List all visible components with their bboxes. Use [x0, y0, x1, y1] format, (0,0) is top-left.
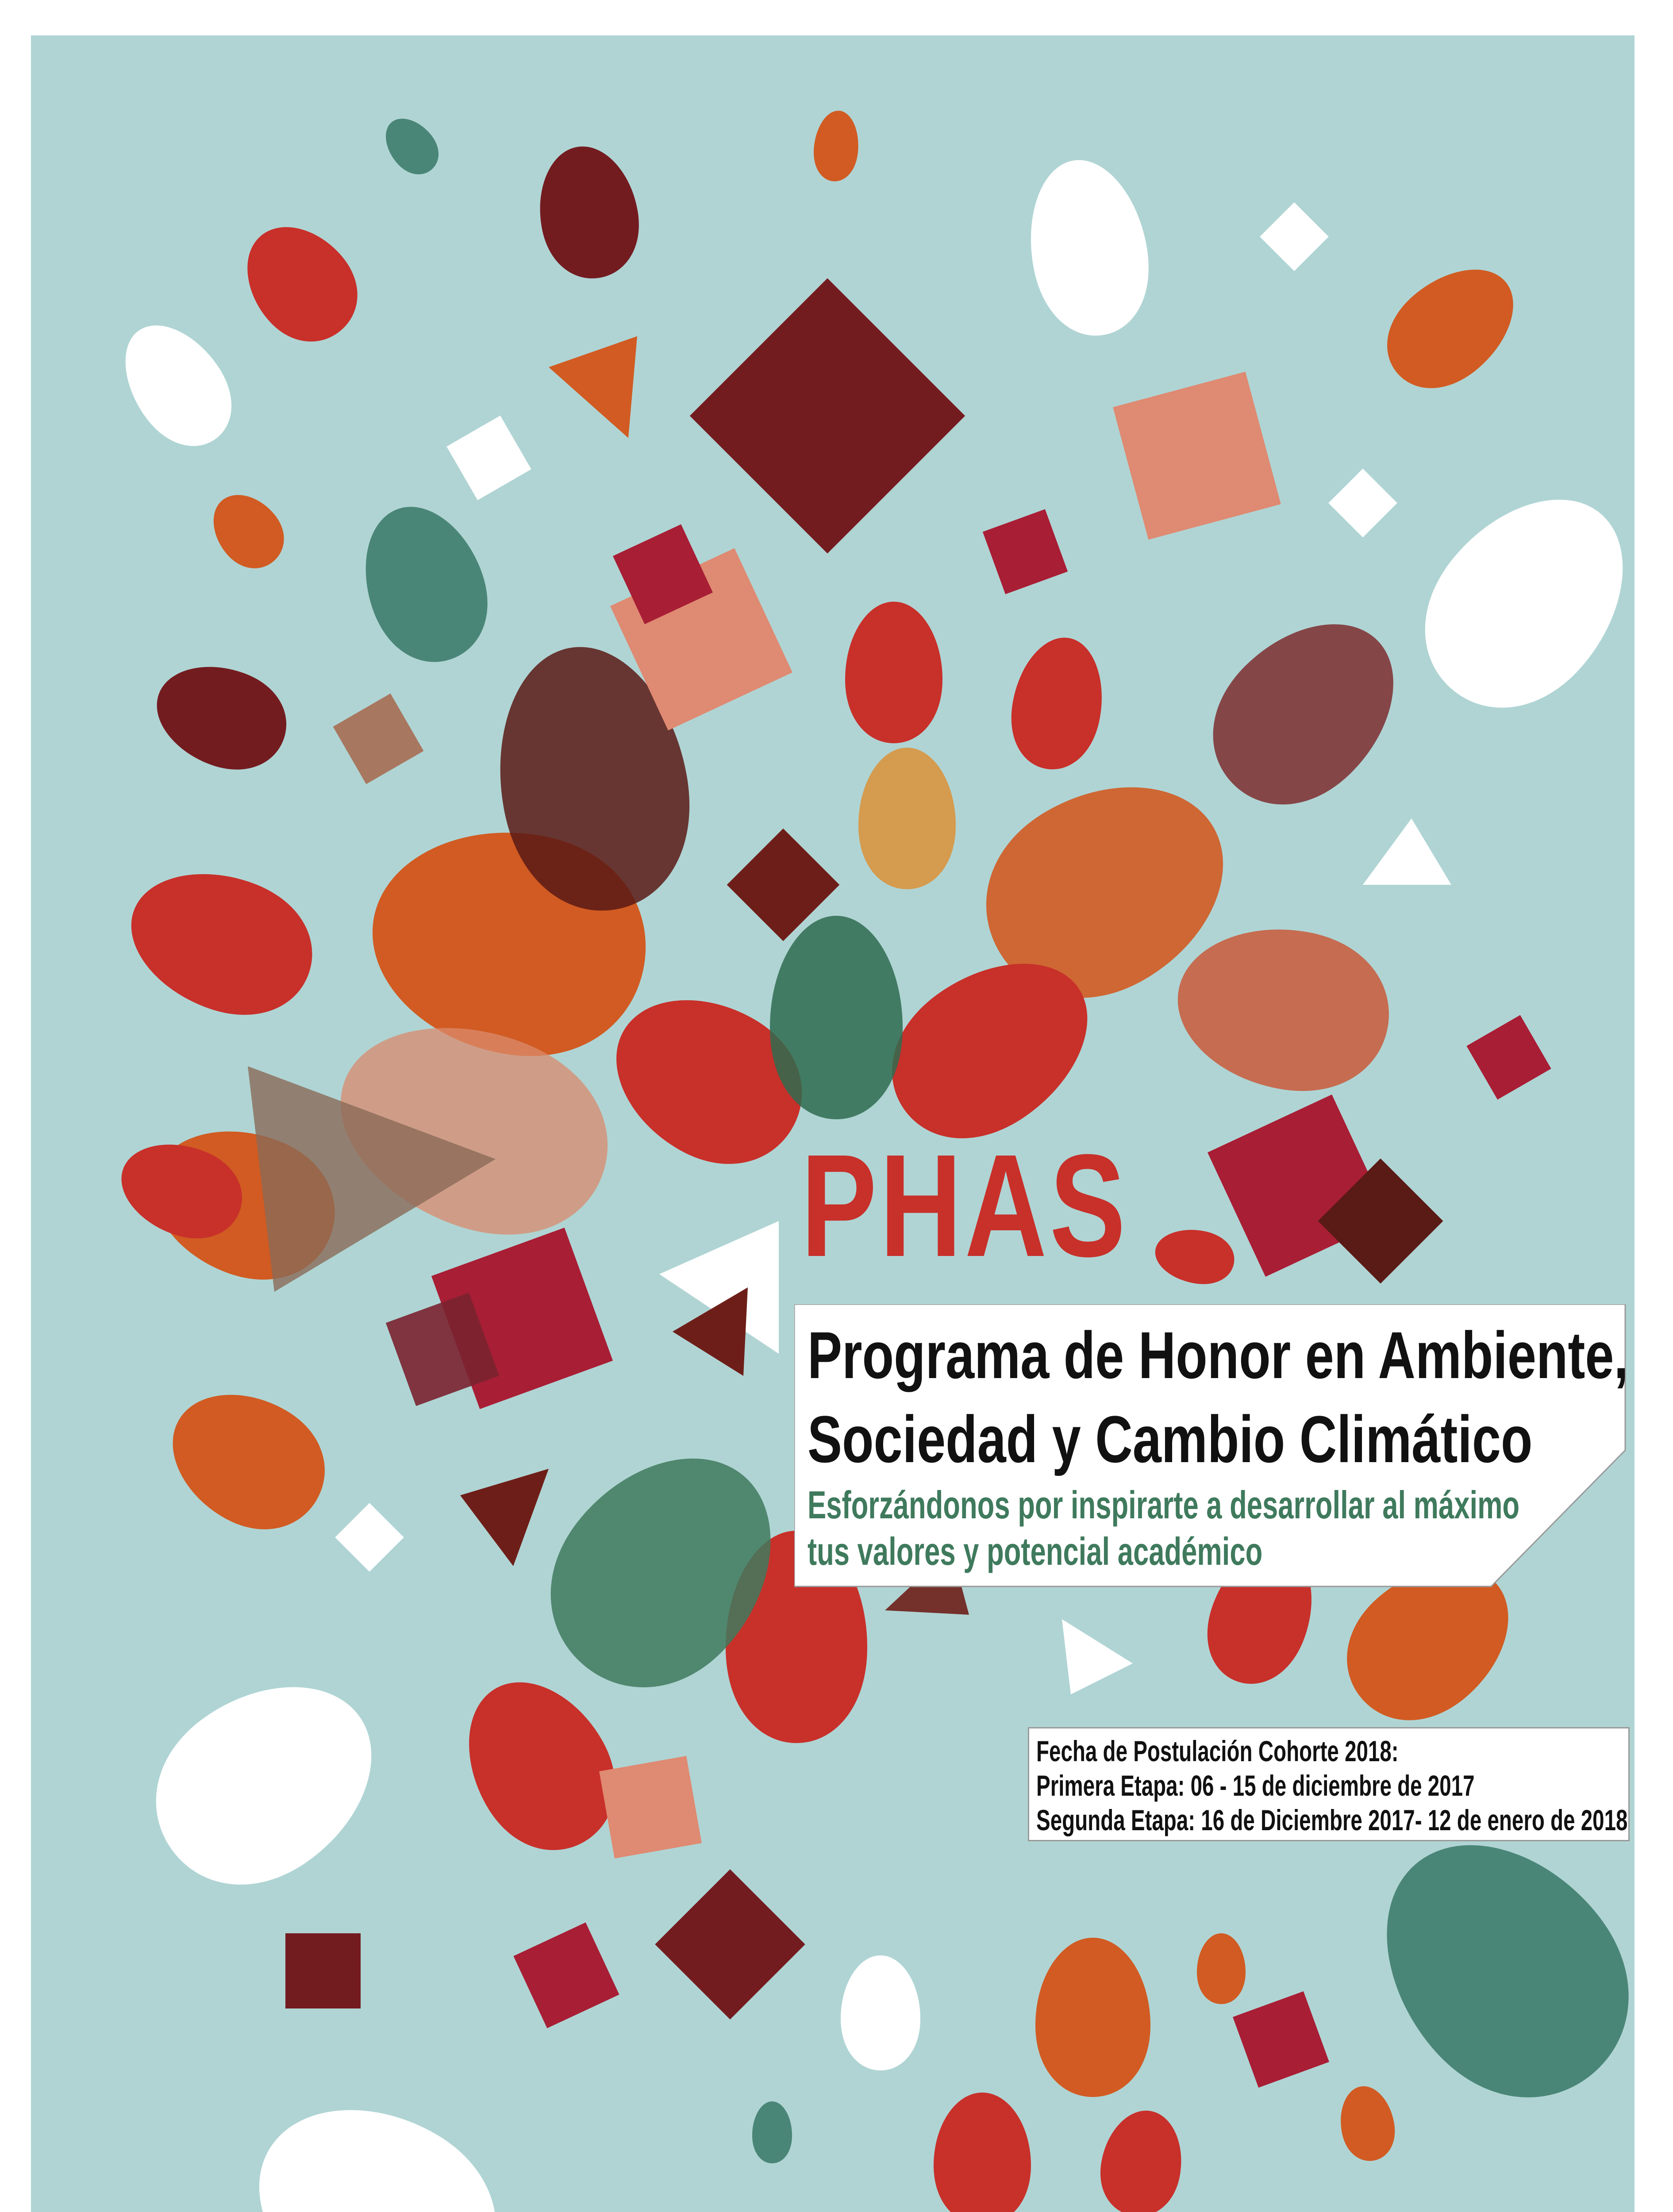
program-acronym: PHAS: [801, 1124, 1129, 1287]
program-tagline-line-1: Esforzándonos por inspirarte a desarrollar al máximo: [808, 1483, 1520, 1527]
title-box: [794, 1304, 1626, 1587]
dates-second-stage: Segunda Etapa: 16 de Diciembre 2017- 12 de enero de 2018: [1036, 1804, 1628, 1836]
dates-first-stage: Primera Etapa: 06 - 15 de diciembre de 2017: [1036, 1769, 1475, 1802]
program-title-line-1: Programa de Honor en Ambiente,: [808, 1318, 1628, 1392]
program-title-line-2: Sociedad y Cambio Climático: [808, 1402, 1533, 1476]
application-dates-box: [1028, 1727, 1630, 1841]
program-tagline-line-2: tus valores y potencial académico: [808, 1529, 1263, 1573]
dates-heading: Fecha de Postulación Cohorte 2018:: [1036, 1735, 1399, 1767]
